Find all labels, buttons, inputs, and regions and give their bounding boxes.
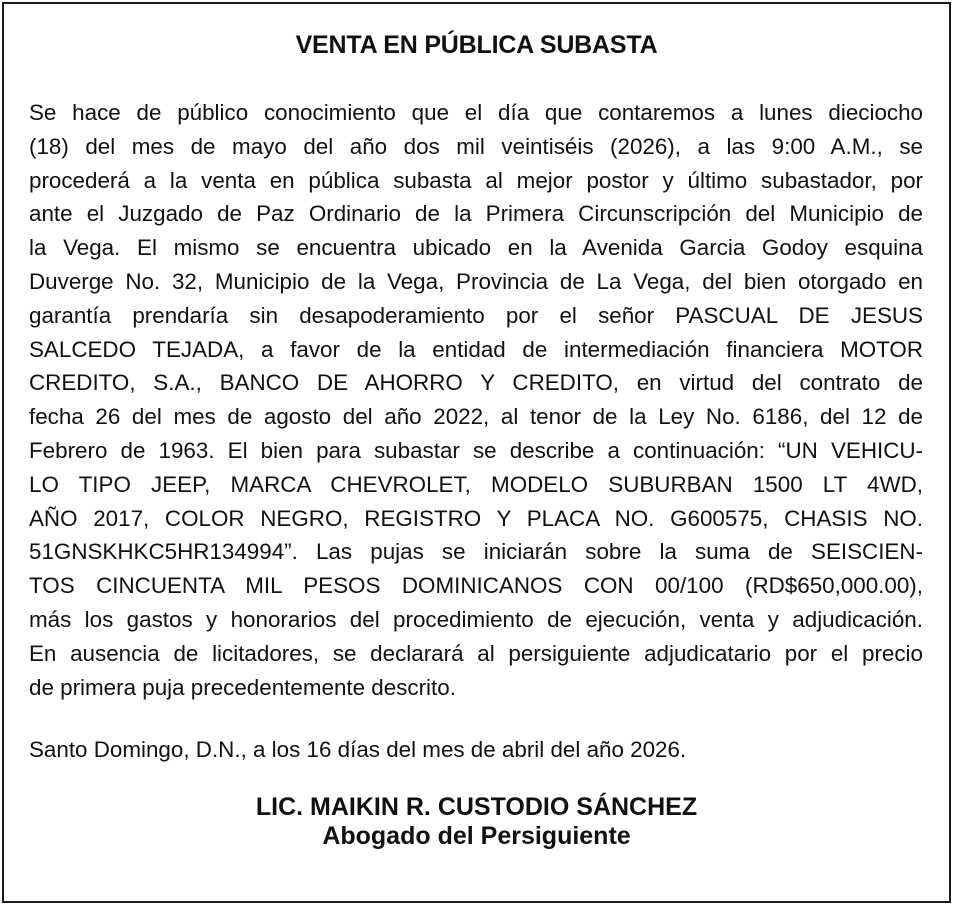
body-line: la Vega. El mismo se encuentra ubicado en la Avenida Garcia Godoy esquina bbox=[29, 235, 923, 261]
signer-role: Abogado del Persiguiente bbox=[322, 822, 631, 850]
body-line: garantía prendaría sin desapoderamiento por el señor PASCUAL DE JESUS bbox=[29, 302, 923, 328]
body-line: CREDITO, S.A., BANCO DE AHORRO Y CREDITO, en virtud del contrato de bbox=[29, 370, 923, 396]
body-line: de primera puja precedentemente descrito. bbox=[29, 674, 456, 700]
signer-name: LIC. MAIKIN R. CUSTODIO SÁNCHEZ bbox=[255, 793, 698, 821]
body-line: procederá a la venta en pública subasta al mejor postor y último subastador, por bbox=[29, 167, 923, 193]
body-line: LO TIPO JEEP, MARCA CHEVROLET, MODELO SUBURBAN 1500 LT 4WD, bbox=[29, 471, 923, 497]
body-line: TOS CINCUENTA MIL PESOS DOMINICANOS CON 00/100 (RD$650,000.00), bbox=[29, 573, 923, 599]
body-line: AÑO 2017, COLOR NEGRO, REGISTRO Y PLACA NO. G600575, CHASIS NO. bbox=[29, 505, 923, 531]
body-line: más los gastos y honorarios del procedimiento de ejecución, venta y adjudicación. bbox=[29, 606, 923, 632]
legal-notice bbox=[2, 2, 951, 903]
body-line: SALCEDO TEJADA, a favor de la entidad de intermediación financiera MOTOR bbox=[29, 336, 923, 362]
body-line: fecha 26 del mes de agosto del año 2022, al tenor de la Ley No. 6186, del 12 de bbox=[29, 404, 923, 430]
body-line: ante el Juzgado de Paz Ordinario de la Primera Circunscripción del Municipio de bbox=[29, 201, 923, 227]
body-line: Se hace de público conocimiento que el día que contaremos a lunes dieciocho bbox=[29, 100, 923, 125]
notice-body bbox=[29, 96, 923, 704]
place-and-date: Santo Domingo, D.N., a los 16 días del mes de abril del año 2026. bbox=[29, 737, 687, 762]
body-line: (18) del mes de mayo del año dos mil veintiséis (2026), a las 9:00 A.M., se bbox=[29, 133, 923, 159]
body-line: Febrero de 1963. El bien para subastar se describe a continuación: “UN VEHICU- bbox=[29, 437, 923, 463]
notice-title: VENTA EN PÚBLICA SUBASTA bbox=[295, 31, 658, 59]
body-line: En ausencia de licitadores, se declarará al persiguiente adjudicatario por el precio bbox=[29, 640, 923, 666]
body-line: Duverge No. 32, Municipio de la Vega, Provincia de La Vega, del bien otorgado en bbox=[29, 268, 923, 294]
body-line: 51GNSKHKC5HR134994”. Las pujas se iniciarán sobre la suma de SEISCIEN- bbox=[29, 539, 923, 565]
